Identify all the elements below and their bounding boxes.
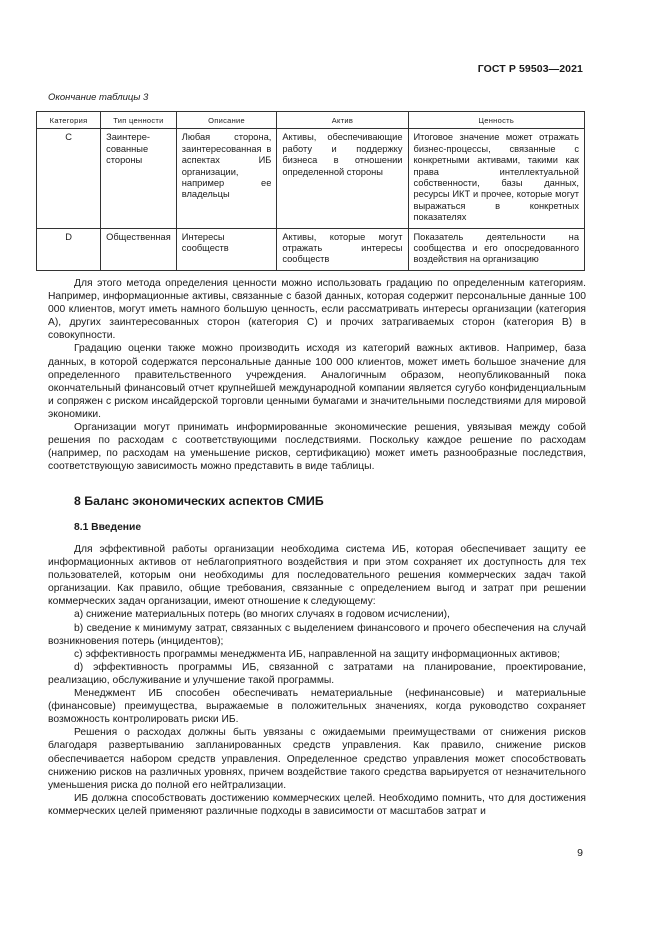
col-header-asset: Актив [277, 112, 408, 129]
col-header-value: Ценность [408, 112, 585, 129]
list-item: c) эффективность программы менеджмента ИБ, направленной на защиту информационных активов; [74, 648, 560, 660]
paragraph: Для этого метода определения ценности можно использовать градацию по определенным категориям. Например, информационные активы, связанные с базой данных, которая содержит персональные данные 100 000 клиентов, могут иметь намного большую ценность, если рассматривать интересы организации (категория А), других заинтересованных сторон (категория С) и прочих затрагиваемых сторон (категория В) в совокупности. [48, 278, 586, 342]
cell-description: Интересы сообществ [176, 228, 277, 270]
paragraph: Для эффективной работы организации необходима система ИБ, которая обеспечивает защиту ее информационных активов от неблагоприятного воздействия и при этом сохраняет их доступность для тех пользователей, которым они необходимы для последовательного решения коммерческих задач такой организации. Как правило, общие требования, связанные с определением выгод и затрат при решении коммерческих задач организации, имеют отношение к следующему: [48, 544, 586, 608]
value-table [36, 111, 585, 271]
cell-asset: Активы, которые могут отражать интересы сообществ [277, 228, 408, 270]
cell-category: C [37, 129, 101, 228]
page-number: 9 [577, 847, 583, 859]
paragraph: Организации могут принимать информированные экономические решения, увязывая между собой решения по расходам с соответствующими последствиями. Поскольку каждое решение по расходам (например, по расходам на уменьшение рисков, сертификацию) может иметь разнообразные последствия, соответствующую зависимость можно представить в виде таблицы. [48, 422, 586, 473]
cell-value: Итоговое значение может отражать бизнес-процессы, связанные с конкретными активами, такими как права интеллектуальной собственности, базы данных, ресурсы ИКТ и прочее, которые могут выражаться в конкретных показателях [408, 129, 585, 228]
paragraph: Решения о расходах должны быть увязаны с ожидаемыми преимуществами от снижения рисков благодаря развертыванию запланированных средств управления. Как правило, снижение рисков обеспечивается набором средств управления. Определенное средство управления может способствовать снижению рисков на различных уровнях, причем воздействие такого средства варьируется от незначительного уменьшения риска до полной его нейтрализации. [48, 727, 586, 791]
body-section-1 [48, 277, 586, 473]
cell-asset: Активы, обеспечивающие работу и поддержку бизнеса в отношении определенной стороны [277, 129, 408, 228]
cell-type: Общественная [101, 228, 177, 270]
cell-value: Показатель деятельности на сообщества и его опосредованного воздействия на организацию [408, 228, 585, 270]
col-header-description: Описание [176, 112, 277, 129]
list-item: b) сведение к минимуму затрат, связанных с выделением финансового и прочего обеспечения на случай возникновения потерь (инцидентов); [48, 622, 586, 647]
document-code: ГОСТ Р 59503—2021 [477, 63, 583, 75]
table-header-row [37, 112, 585, 129]
table-row [37, 228, 585, 270]
paragraph: ИБ должна способствовать достижению коммерческих целей. Необходимо помнить, что для достижения коммерческих целей применяют различные подходы в зависимости от масштабов затрат и [48, 792, 586, 817]
table-caption: Окончание таблицы 3 [48, 92, 149, 103]
body-section-8 [48, 543, 586, 818]
list-item: а) снижение материальных потерь (во многих случаях в годовом исчислении), [74, 609, 450, 621]
paragraph: Менеджмент ИБ способен обеспечивать нематериальные (нефинансовые) и материальные (финансовые) преимущества, выражаемые в положительных значениях, когда руководство сохраняет возможность контролировать риски ИБ. [48, 688, 586, 726]
subsection-heading: 8.1 Введение [74, 522, 142, 533]
cell-type: Заинтере-сованные стороны [101, 129, 177, 228]
paragraph: Градацию оценки также можно производить исходя из категорий важных активов. Например, база данных, в которой содержатся персональные данные 100 000 клиентов, может иметь большое значение для определенного правительственного учреждения. Аналогичным образом, неопубликованный пока окончательный финансовый отчет крупнейшей международной компании является сугубо конфиденциальным и сопряжен с риском инсайдерской торговли ценными бумагами и значительными последствиями для мировой экономики. [48, 343, 586, 420]
cell-description: Любая сторона, заинтересованная в аспектах ИБ организации, например ее владельцы [176, 129, 277, 228]
col-header-category: Категория [37, 112, 101, 129]
cell-category: D [37, 228, 101, 270]
section-heading: 8 Баланс экономических аспектов СМИБ [74, 494, 324, 508]
table-row [37, 129, 585, 228]
list-item: d) эффективность программы ИБ, связанной с затратами на планирование, проектирование, реализацию, обслуживание и улучшение такой программы. [48, 661, 586, 686]
col-header-type: Тип ценности [101, 112, 177, 129]
